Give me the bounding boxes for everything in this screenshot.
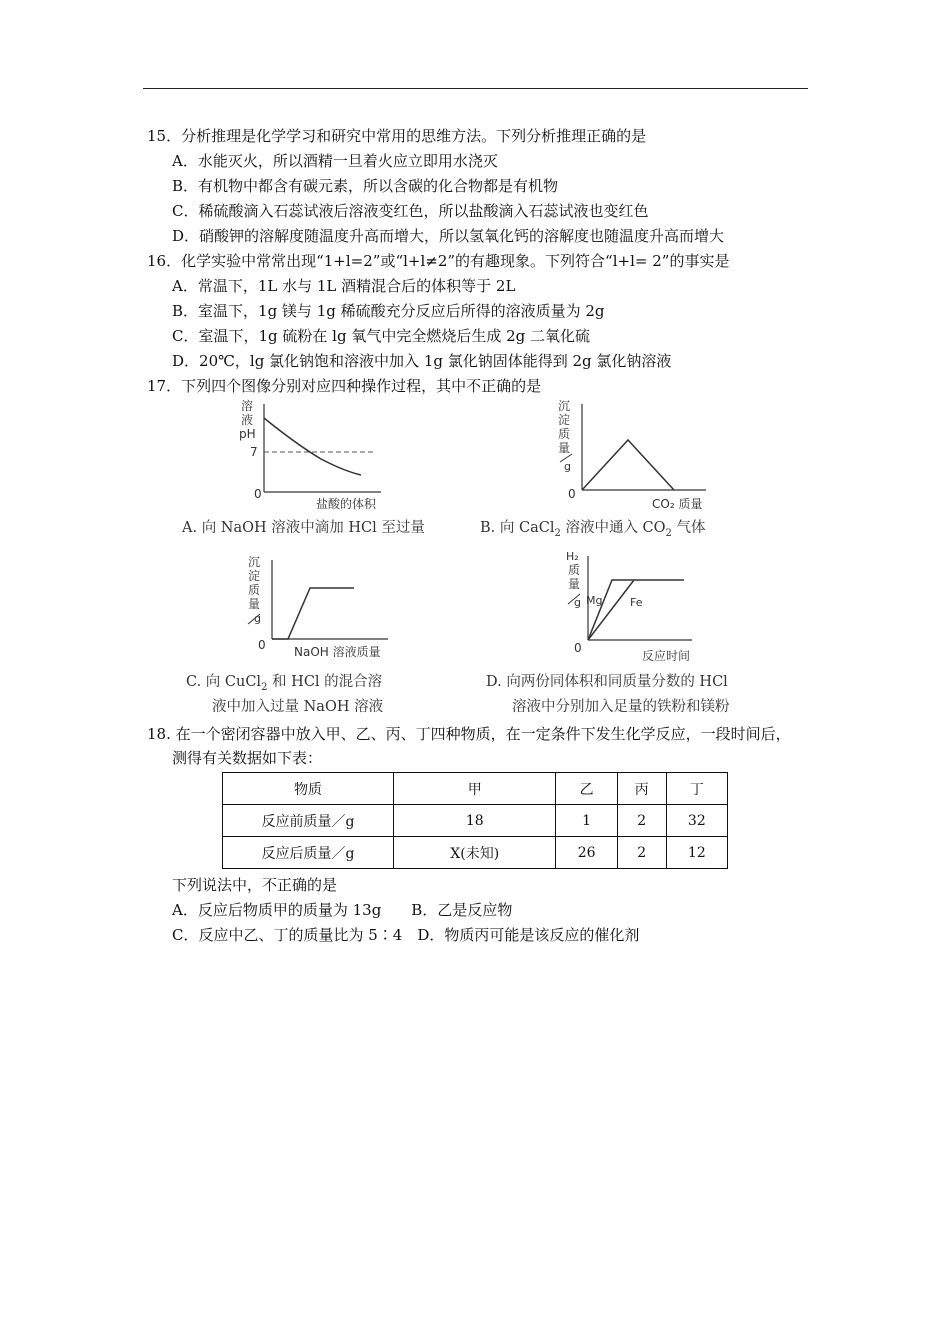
q17-stem: 17．下列四个图像分别对应四种操作过程，其中不正确的是 (147, 377, 542, 395)
graph-d-ylabel-3: 量 (568, 577, 581, 591)
table-cell: 2 (617, 805, 666, 837)
q16-stem: 16．化学实验中常常出现“1+l=2”或“l+l≠2”的有趣现象。下列符合“l+l= 2”的事实是 (147, 252, 730, 270)
graph-a-ph-curve (264, 418, 361, 475)
graph-a-origin: 0 (254, 487, 262, 501)
graph-c-unit: g (254, 612, 261, 625)
table-cell: 反应前质量／g (223, 805, 394, 837)
graph-c-origin: 0 (258, 638, 266, 652)
q15-option-b: B．有机物中都含有碳元素，所以含碳的化合物都是有机物 (172, 177, 559, 195)
graph-b-ylabel-4: 量 (558, 441, 571, 455)
graph-b (556, 396, 716, 514)
q16-option-b: B．室温下，1g 镁与 1g 稀硫酸充分反应后所得的溶液质量为 2g (172, 302, 605, 320)
table-cell: 26 (556, 837, 617, 869)
table-header-cell: 甲 (394, 773, 556, 805)
table-header-cell: 丙 (617, 773, 666, 805)
graph-b-ylabel-2: 淀 (558, 413, 571, 427)
table-row (223, 805, 728, 837)
graph-d (562, 548, 702, 668)
graph-b-ylabel-1: 沉 (558, 399, 571, 413)
graph-b-unit: g (564, 460, 571, 473)
graph-c-caption-line2: 液中加入过量 NaOH 溶液 (212, 699, 384, 715)
table-header-cell: 丁 (666, 773, 727, 805)
mass-table (222, 772, 728, 869)
graph-a-ylabel-3: pH (239, 427, 256, 441)
graph-d-origin: 0 (574, 641, 582, 655)
graph-c-precipitate-line (272, 588, 354, 639)
graph-a-tick-7: 7 (250, 445, 258, 459)
q15-option-d: D．硝酸钾的溶解度随温度升高而增大，所以氢氧化钙的溶解度也随温度升高而增大 (172, 227, 725, 245)
q18-prompt: 下列说法中，不正确的是 (172, 876, 338, 894)
graph-d-fe-line (588, 580, 634, 640)
q18-options-ab: A．反应后物质甲的质量为 13g B．乙是反应物 (172, 901, 513, 919)
graph-b-xlabel: CO₂ 质量 (652, 497, 703, 511)
graph-d-mg-label: Mg (586, 594, 603, 607)
graph-a-ylabel-1: 溶 (241, 399, 254, 413)
table-cell: 18 (394, 805, 556, 837)
q18-stem-line2: 测得有关数据如下表： (172, 749, 323, 767)
q15-option-c: C．稀硫酸滴入石蕊试液后溶液变红色，所以盐酸滴入石蕊试液也变红色 (172, 202, 649, 220)
table-cell: 12 (666, 837, 727, 869)
table-cell: 2 (617, 837, 666, 869)
graph-b-caption: B. 向 CaCl$_2$ 溶液中通入 $CO_2$ 气体 (480, 520, 706, 539)
graph-d-ylabel-1: H₂ (566, 550, 579, 563)
graph-d-caption-line1: D. 向两份同体积和同质量分数的 HCl (486, 674, 728, 690)
graph-a (236, 396, 386, 514)
graph-c (238, 552, 398, 664)
q16-option-c: C．室温下，1g 硫粉在 lg 氧气中完全燃烧后生成 2g 二氧化硫 (172, 327, 591, 345)
table-cell: 反应后质量／g (223, 837, 394, 869)
graph-c-ylabel-3: 质 (248, 583, 261, 597)
graph-c-ylabel-1: 沉 (248, 555, 261, 569)
graph-d-caption-line2: 溶液中分别加入足量的铁粉和镁粉 (512, 699, 730, 715)
graph-a-xlabel: 盐酸的体积 (316, 497, 377, 511)
table-header-cell: 物质 (223, 773, 394, 805)
graph-b-precipitate-line (582, 440, 674, 490)
graph-c-ylabel-2: 淀 (248, 569, 261, 583)
graph-d-unit: g (574, 596, 581, 609)
graph-c-ylabel-4: 量 (248, 597, 261, 611)
graph-d-ylabel-2: 质 (568, 563, 581, 577)
graph-c-xlabel: NaOH 溶液质量 (294, 645, 381, 659)
q16-option-d: D．20℃，lg 氯化钠饱和溶液中加入 1g 氯化钠固体能得到 2g 氯化钠溶液 (172, 352, 672, 370)
graph-a-ylabel-2: 液 (241, 413, 254, 427)
table-row (223, 837, 728, 869)
table-header-cell: 乙 (556, 773, 617, 805)
q18-options-cd: C．反应中乙、丁的质量比为 5∶4 D．物质丙可能是该反应的催化剂 (172, 926, 640, 944)
graph-d-mg-line (588, 580, 684, 640)
table-cell: X(未知) (394, 837, 556, 869)
table-header-row (223, 773, 728, 805)
graph-c-caption-line1: C. 向 CuCl$_2$ 和 HCl 的混合溶 (186, 674, 383, 693)
table-cell: 1 (556, 805, 617, 837)
q15-option-a: A．水能灭火，所以酒精一旦着火应立即用水浇灭 (172, 152, 498, 170)
graph-d-fe-label: Fe (630, 596, 643, 609)
graph-b-origin: 0 (568, 487, 576, 501)
q18-stem: 18. 在一个密闭容器中放入甲、乙、丙、丁四种物质，在一定条件下发生化学反应，一段时间后， (147, 725, 791, 743)
table-cell: 32 (666, 805, 727, 837)
graph-b-ylabel-3: 质 (558, 427, 571, 441)
graph-d-xlabel: 反应时间 (642, 649, 691, 663)
q15-stem: 15．分析推理是化学学习和研究中常用的思维方法。下列分析推理正确的是 (147, 127, 647, 145)
graph-a-caption: A. 向 NaOH 溶液中滴加 HCl 至过量 (182, 520, 425, 536)
header-rule (143, 88, 808, 89)
q16-option-a: A．常温下，1L 水与 1L 酒精混合后的体积等于 2L (172, 277, 516, 295)
